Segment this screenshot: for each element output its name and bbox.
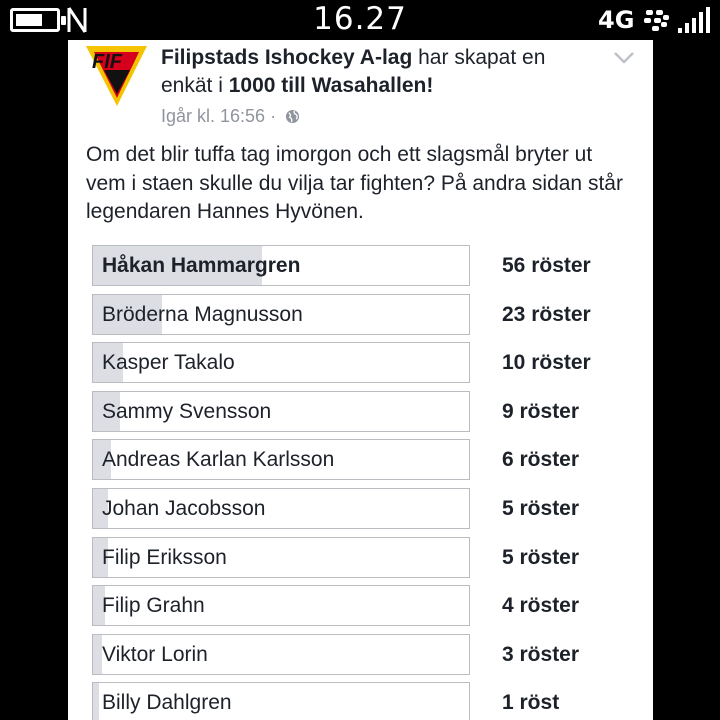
poll-option-box[interactable] — [92, 245, 470, 286]
poll-option[interactable] — [92, 488, 632, 529]
post-meta — [161, 104, 300, 128]
poll-option-label: Viktor Lorin — [102, 642, 208, 666]
poll-option[interactable] — [92, 439, 632, 480]
poll-option[interactable] — [92, 537, 632, 578]
poll-option-label: Filip Eriksson — [102, 545, 227, 569]
status-clock: 16.27 — [313, 1, 407, 37]
network-type-label: 4G — [598, 6, 635, 34]
poll-option-box[interactable] — [92, 682, 470, 720]
status-bar — [0, 0, 720, 40]
poll-option-vote-count[interactable]: 3 röster — [502, 642, 580, 666]
poll-option-box[interactable] — [92, 439, 470, 480]
poll-option-box[interactable] — [92, 537, 470, 578]
poll-option-vote-count[interactable]: 56 röster — [502, 254, 591, 277]
logo-text: FIF — [92, 51, 122, 73]
poll-option[interactable] — [92, 585, 632, 626]
poll-option-box[interactable] — [92, 391, 470, 432]
poll-option-vote-count[interactable]: 6 röster — [502, 448, 580, 472]
poll-option-box[interactable] — [92, 294, 470, 335]
poll-option-result-bar — [93, 683, 99, 720]
poll-option-box[interactable] — [92, 342, 470, 383]
poll-option-label: Billy Dahlgren — [102, 691, 232, 715]
poll-option-result-bar — [93, 635, 102, 674]
post-action-text: har skapat en enkät i — [161, 46, 546, 97]
post-timestamp[interactable]: Igår kl. 16:56 — [161, 106, 266, 126]
poll-option-vote-count[interactable]: 10 röster — [502, 351, 591, 375]
page-name-link[interactable]: Filipstads Ishockey A-lag — [161, 46, 413, 69]
poll-option-vote-count[interactable]: 1 röst — [502, 691, 560, 715]
blackberry-messenger-icon — [642, 9, 670, 33]
poll-option[interactable] — [92, 245, 632, 286]
poll-option[interactable] — [92, 682, 632, 720]
poll-option-vote-count[interactable]: 5 röster — [502, 545, 580, 569]
poll-option-vote-count[interactable]: 23 röster — [502, 302, 591, 326]
poll-option-box[interactable] — [92, 488, 470, 529]
poll-option[interactable] — [92, 342, 632, 383]
post-body-text: Om det blir tuffa tag imorgon och ett slagsmål bryter ut vem i staen skulle du vilja tar fighten? På andra sidan står legendaren Hannes Hyvönen. — [86, 143, 623, 223]
group-name-link[interactable]: 1000 till Wasahallen! — [228, 74, 434, 97]
poll-option[interactable] — [92, 294, 632, 335]
meta-separator: · — [265, 106, 282, 126]
chevron-down-icon[interactable] — [612, 50, 636, 66]
poll-option-box[interactable] — [92, 585, 470, 626]
poll-option-label: Filip Grahn — [102, 594, 205, 618]
poll-option-label: Bröderna Magnusson — [102, 302, 303, 326]
club-logo[interactable] — [84, 44, 149, 108]
poll-option-label: Håkan Hammargren — [102, 254, 301, 277]
poll-option-label: Kasper Takalo — [102, 351, 235, 375]
signal-strength-icon — [676, 6, 714, 34]
poll-option-vote-count[interactable]: 9 röster — [502, 399, 580, 423]
globe-icon — [285, 109, 300, 124]
poll-option-vote-count[interactable]: 5 röster — [502, 497, 580, 520]
post-header — [161, 44, 601, 100]
poll-option-vote-count[interactable]: 4 röster — [502, 594, 580, 618]
poll-option-label: Andreas Karlan Karlsson — [102, 448, 335, 472]
poll-option-box[interactable] — [92, 634, 470, 675]
poll-option[interactable] — [92, 391, 632, 432]
poll-option[interactable] — [92, 634, 632, 675]
poll-option-label: Sammy Svensson — [102, 399, 272, 423]
poll-option-label: Johan Jacobsson — [102, 497, 266, 520]
